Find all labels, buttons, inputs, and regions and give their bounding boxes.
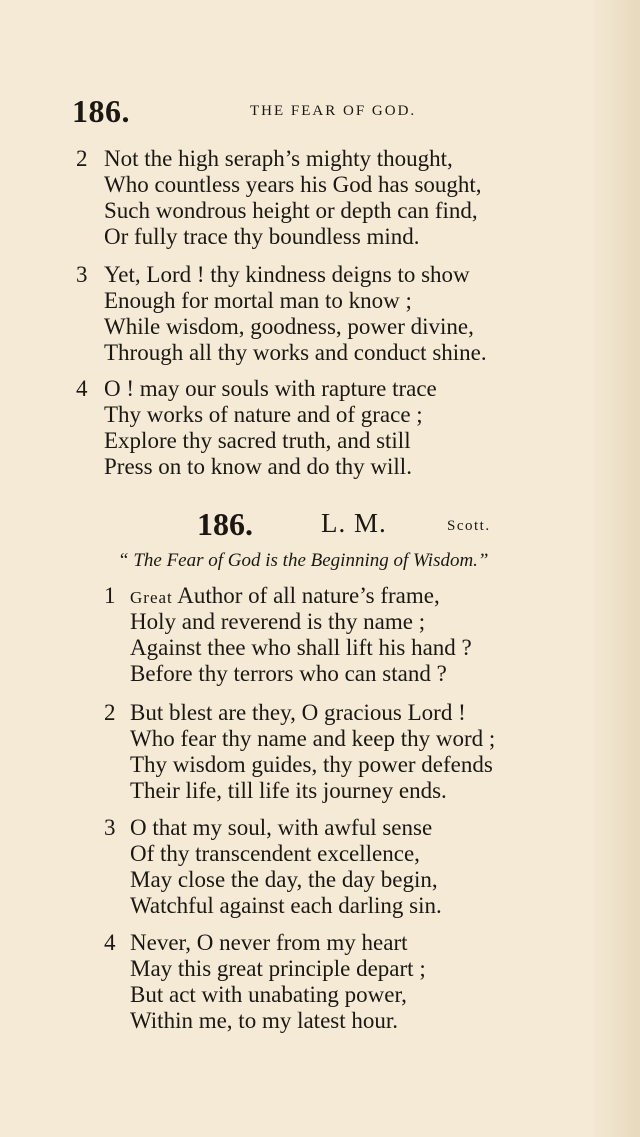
small-caps-first-word: Great [130, 588, 173, 607]
page-number: 186. [72, 93, 130, 129]
stanza-line: Within me, to my latest hour. [130, 1008, 399, 1033]
stanza-number: 3 [104, 815, 116, 840]
hymn-heading [197, 506, 557, 546]
stanza-line: May close the day, the day begin, [130, 867, 438, 892]
stanza-line: Thy works of nature and of grace ; [104, 402, 423, 427]
previous-hymn-stanza [76, 146, 596, 250]
stanza-line: Press on to know and do thy will. [104, 454, 412, 479]
stanza-line: O that my soul, with awful sense [130, 815, 433, 840]
stanza-line: O ! may our souls with rapture trace [104, 376, 437, 401]
stanza-line: Who fear thy name and keep thy word ; [130, 726, 496, 751]
stanza-line: Holy and reverend is thy name ; [130, 609, 426, 634]
running-title: THE FEAR OF GOD. [250, 103, 417, 119]
hymn-meter: L. M. [321, 508, 387, 538]
stanza-number: 2 [104, 700, 116, 725]
previous-hymn-stanza [76, 262, 616, 366]
stanza-line: Who countless years his God has sought, [104, 172, 482, 197]
stanza-line: Yet, Lord ! thy kindness deigns to show [104, 262, 470, 287]
stanza-first-line [130, 583, 472, 609]
stanza-line: Of thy transcendent excellence, [130, 841, 420, 866]
hymn-number: 186. [197, 506, 253, 542]
stanza-line: Such wondrous height or depth can find, [104, 198, 478, 223]
stanza-line: While wisdom, goodness, power divine, [104, 314, 474, 339]
stanza-line: Through all thy works and conduct shine. [104, 340, 487, 365]
previous-hymn-stanza [76, 376, 596, 480]
stanza-number: 4 [76, 376, 88, 401]
stanza-number: 2 [76, 146, 88, 171]
stanza-line: Or fully trace thy boundless mind. [104, 224, 420, 249]
stanza-line: Watchful against each darling sin. [130, 893, 442, 918]
hymn-stanza [104, 815, 604, 919]
stanza-line: Enough for mortal man to know ; [104, 288, 412, 313]
stanza-line: May this great principle depart ; [130, 956, 426, 981]
hymn-stanza [104, 583, 604, 687]
stanza-line: Before thy terrors who can stand ? [130, 661, 447, 686]
first-line-rest: Author of all nature’s frame, [172, 583, 440, 608]
stanza-line: Never, O never from my heart [130, 930, 408, 955]
hymn-author: Scott. [447, 518, 491, 534]
stanza-number: 3 [76, 262, 88, 287]
stanza-line: Against thee who shall lift his hand ? [130, 635, 472, 660]
stanza-line: But blest are they, O gracious Lord ! [130, 700, 466, 725]
stanza-line: But act with unabating power, [130, 982, 407, 1007]
page-header [72, 93, 572, 133]
stanza-line: Not the high seraph’s mighty thought, [104, 146, 453, 171]
stanza-number: 4 [104, 930, 116, 955]
stanza-line: Explore thy sacred truth, and still [104, 428, 411, 453]
hymn-stanza [104, 930, 604, 1034]
hymn-stanza [104, 700, 624, 804]
stanza-line: Their life, till life its journey ends. [130, 778, 447, 803]
stanza-line: Thy wisdom guides, thy power defends [130, 752, 493, 777]
stanza-number: 1 [104, 583, 116, 608]
hymn-subtitle: “ The Fear of God is the Beginning of Wisdom.” [118, 550, 489, 571]
